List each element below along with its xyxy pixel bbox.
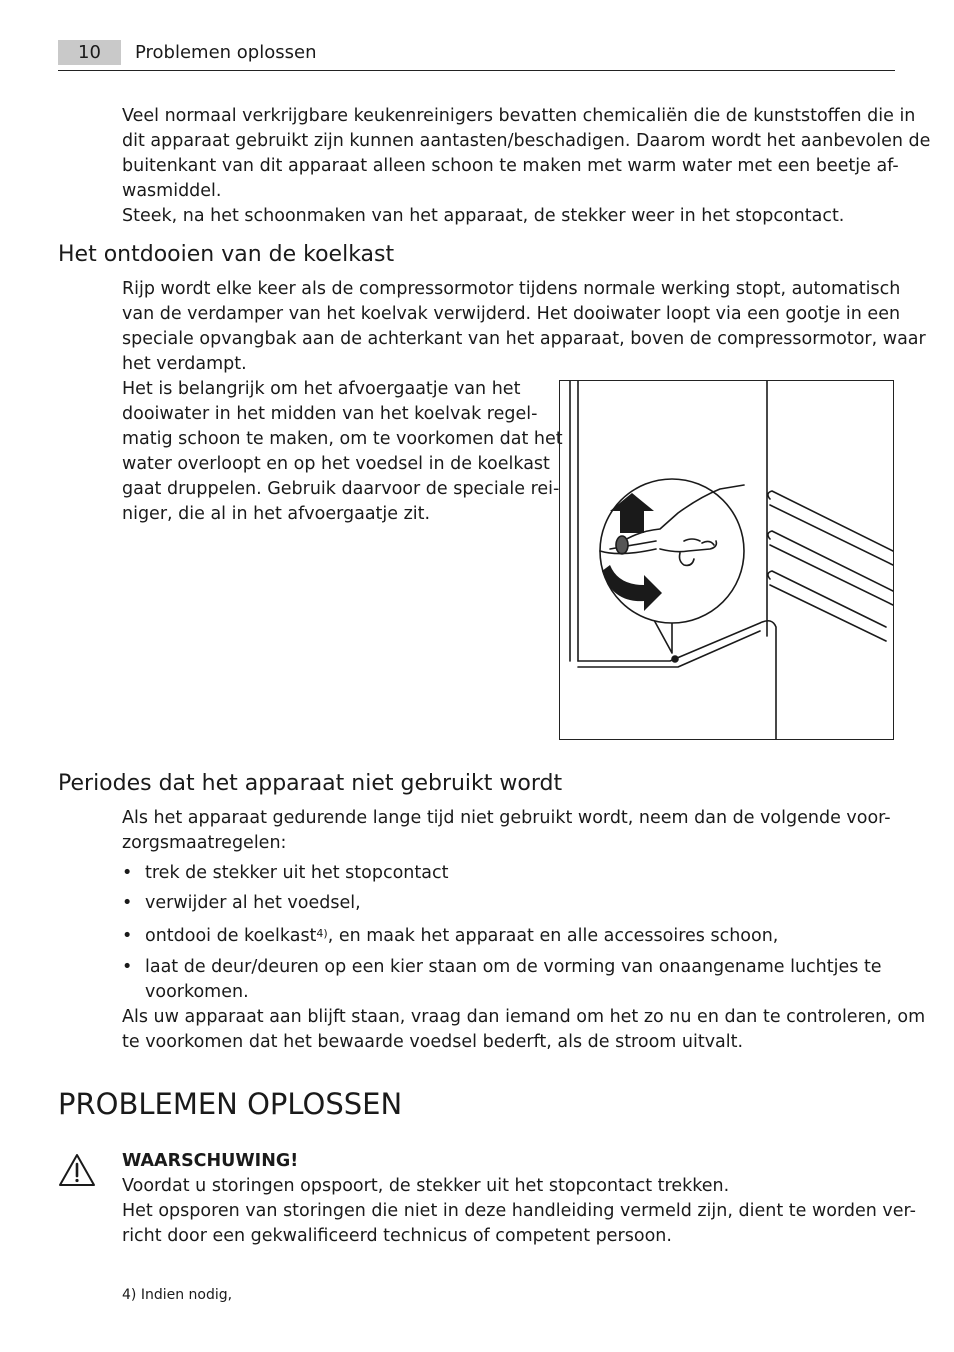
warning-line: richt door een gekwalificeerd technicus of competent persoon.: [122, 1226, 672, 1246]
warning-line: Het opsporen van storingen die niet in deze handleiding vermeld zijn, dient te worden ver-: [122, 1201, 916, 1221]
section-heading-defrost: Het ontdooien van de koelkast: [58, 242, 395, 267]
intro-line: wasmiddel.: [122, 181, 222, 201]
footnote: 4) Indien nodig,: [122, 1287, 233, 1303]
list-item-text: [145, 924, 778, 949]
defrost-side-line: matig schoon te maken, om te voorkomen dat het: [122, 429, 563, 449]
defrost-line: het verdampt.: [122, 354, 247, 374]
shelf-rail: [770, 545, 893, 605]
intro-line: dit apparaat gebruikt zijn kunnen aantasten/beschadigen. Daarom wordt het aanbevolen de: [122, 131, 931, 151]
intro-line: Veel normaal verkrijgbare keukenreinigers bevatten chemicaliën die de kunststoffen die in: [122, 106, 916, 126]
intro-line: buitenkant van dit apparaat alleen schoon te maken met warm water met een beetje af-: [122, 156, 899, 176]
shelf-rail: [768, 531, 893, 591]
defrost-side-line: gaat druppelen. Gebruik daarvoor de speciale rei-: [122, 479, 560, 499]
unused-after-line: Als uw apparaat aan blijft staan, vraag dan iemand om het zo nu en dan te controleren, om: [122, 1007, 926, 1027]
list-item-text-part: , en maak het apparaat en alle accessoires schoon,: [327, 926, 779, 946]
defrost-side-line: dooiwater in het midden van het koelvak regel-: [122, 404, 538, 424]
chapter-heading: PROBLEMEN OPLOSSEN: [58, 1087, 403, 1121]
cleaner-plug: [616, 536, 628, 554]
intro-line: Steek, na het schoonmaken van het apparaat, de stekker weer in het stopcontact.: [122, 206, 845, 226]
defrost-illustration: [559, 380, 894, 740]
page-number: 10: [58, 40, 121, 65]
list-item-text: verwijder al het voedsel,: [145, 893, 361, 913]
drain-hole: [672, 656, 678, 662]
shelf-rail: [768, 491, 893, 551]
list-item-text: voorkomen.: [145, 982, 249, 1002]
bullet-icon: •: [122, 926, 133, 946]
bullet-icon: •: [122, 957, 133, 977]
list-item-text: trek de stekker uit het stopcontact: [145, 863, 449, 883]
bullet-icon: •: [122, 863, 133, 883]
list-item-text: laat de deur/deuren op een kier staan om de vorming van onaangename luchtjes te: [145, 957, 882, 977]
warning-triangle-icon: [58, 1153, 96, 1187]
warning-line: Voordat u storingen opspoort, de stekker uit het stopcontact trekken.: [122, 1176, 730, 1196]
drain-gutter: [578, 621, 776, 739]
section-heading-unused: Periodes dat het apparaat niet gebruikt wordt: [58, 771, 563, 796]
shelf-rail: [770, 505, 893, 565]
list-item-text-part: ontdooi de koelkast: [145, 926, 317, 946]
defrost-line: Rijp wordt elke keer als de compressormotor tijdens normale werking stopt, automatisch: [122, 279, 901, 299]
warning-title: WAARSCHUWING!: [122, 1151, 299, 1171]
unused-after-line: te voorkomen dat het bewaarde voedsel bederft, als de stroom uitvalt.: [122, 1032, 744, 1052]
defrost-line: van de verdamper van het koelvak verwijderd. Het dooiwater loopt via een gootje in een: [122, 304, 901, 324]
running-title: Problemen oplossen: [135, 42, 317, 63]
page-header: [58, 40, 895, 71]
bullet-icon: •: [122, 893, 133, 913]
defrost-side-line: water overloopt en op het voedsel in de koelkast: [122, 454, 550, 474]
footnote-ref[interactable]: 4): [316, 927, 328, 940]
unused-line: Als het apparaat gedurende lange tijd niet gebruikt wordt, neem dan de volgende voor-: [122, 808, 891, 828]
defrost-side-line: niger, die al in het afvoergaatje zit.: [122, 504, 431, 524]
fridge-drain-drawing: [560, 381, 893, 739]
defrost-side-line: Het is belangrijk om het afvoergaatje van het: [122, 379, 521, 399]
defrost-line: speciale opvangbak aan de achterkant van het apparaat, boven de compressormotor, waar: [122, 329, 926, 349]
unused-line: zorgsmaatregelen:: [122, 833, 287, 853]
